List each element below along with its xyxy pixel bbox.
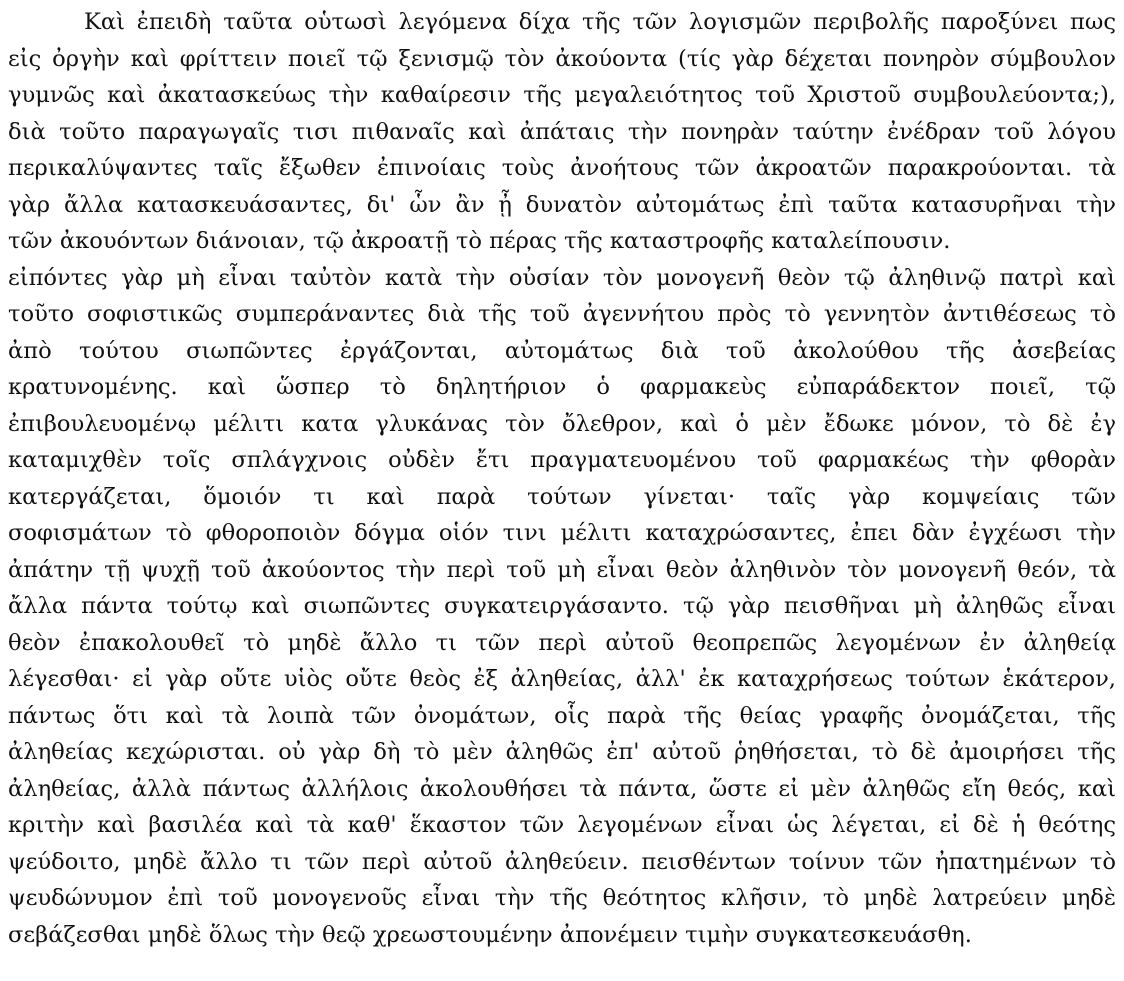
text-line-8: εἰπόντες γὰρ μὴ εἶναι ταὐτὸν κατὰ τὴν οὐσίαν τὸν μονογενῆ θεὸν τῷ ἀληθινῷ πατρὶ καὶ xyxy=(8,264,1116,291)
text-line-5: περικαλύψαντες ταῖς ἔξωθεν ἐπινοίαις τοὺς ἀνοήτους τῶν ἀκροατῶν παρακρούονται. τὰ xyxy=(8,155,1116,181)
text-line-2: εἰς ὀργὴν καὶ φρίττειν ποιεῖ τῷ ξενισμῷ τὸν ἀκούοντα (τίς γὰρ δέχεται πονηρὸν σύμβουλον xyxy=(8,45,1116,72)
text-line-17: ἄλλα πάντα τούτῳ καὶ σιωπῶντες συγκατειργάσαντο. τῷ γὰρ πεισθῆναι μὴ ἀληθῶς εἶναι xyxy=(8,593,1116,619)
text-line-16: ἀπάτην τῇ ψυχῇ τοῦ ἀκούοντος τὴν περὶ τοῦ μὴ εἶναι θεὸν ἀληθινὸν τὸν μονογενῆ θεόν, τὰ xyxy=(8,556,1116,583)
text-line-6: γὰρ ἄλλα κατασκευάσαντες, δι' ὧν ἂν ᾖ δυνατὸν αὐτομάτως ἐπὶ ταῦτα κατασυρῆναι τὴν xyxy=(8,191,1116,218)
greek-text-paragraph xyxy=(8,4,1116,953)
text-line-13: καταμιχθὲν τοῖς σπλάγχνοις οὐδὲν ἔτι πραγματευομένου τοῦ φαρμακέως τὴν φθορὰν xyxy=(8,447,1116,473)
text-line-10: ἀπὸ τούτου σιωπῶντες ἐργάζονται, αὐτομάτως διὰ τοῦ ἀκολούθου τῆς ἀσεβείας xyxy=(8,337,1116,364)
text-line-7: τῶν ἀκουόντων διάνοιαν, τῷ ἀκροατῇ τὸ πέρας τῆς καταστροφῆς καταλείπουσιν. xyxy=(8,228,951,254)
text-line-15: σοφισμάτων τὸ φθοροποιὸν δόγμα οἱόν τινι μέλιτι καταχρώσαντες, ἐπει δὰν ἐγχέωσι τὴν xyxy=(8,520,1116,546)
text-line-12: ἐπιβουλευομένῳ μέλιτι κατα γλυκάνας τὸν ὄλεθρον, καὶ ὁ μὲν ἔδωκε μόνον, τὸ δὲ ἐγ xyxy=(8,410,1116,437)
text-line-18: θεὸν ἐπακολουθεῖ τὸ μηδὲ ἄλλο τι τῶν περὶ αὐτοῦ θεοπρεπῶς λεγομένων ἐν ἀληθείᾳ xyxy=(8,629,1116,656)
text-line-22: ἀληθείας, ἀλλὰ πάντως ἀλλήλοις ἀκολουθήσει τὰ πάντα, ὥστε εἰ μὲν ἀληθῶς εἴη θεός, καὶ xyxy=(8,775,1116,802)
text-line-14: κατεργάζεται, ὅμοιόν τι καὶ παρὰ τούτων γίνεται· ταῖς γὰρ κομψείαις τῶν xyxy=(8,483,1116,510)
text-line-3: γυμνῶς καὶ ἀκατασκεύως τὴν καθαίρεσιν τῆς μεγαλειότητος τοῦ Χριστοῦ συμβουλεύοντα;), xyxy=(8,82,1116,108)
text-line-19: λέγεσθαι· εἰ γὰρ οὔτε υἱὸς οὔτε θεὸς ἐξ ἀληθείας, ἀλλ' ἐκ καταχρήσεως τούτων ἑκάτερον, xyxy=(8,666,1116,692)
text-line-26: σεβάζεσθαι μηδὲ ὅλως τὴν θεῷ χρεωστουμένην ἀπονέμειν τιμὴν συγκατεσκευάσθη. xyxy=(8,921,972,948)
text-line-24: ψεύδοιτο, μηδὲ ἄλλο τι τῶν περὶ αὐτοῦ ἀληθεύειν. πεισθέντων τοίνυν τῶν ἠπατημένων τὸ xyxy=(8,848,1116,875)
text-line-9: τοῦτο σοφιστικῶς συμπεράναντες διὰ τῆς τοῦ ἀγεννήτου πρὸς τὸ γεννητὸν ἀντιθέσεως τὸ xyxy=(8,301,1116,327)
text-line-21: ἀληθείας κεχώρισται. οὐ γὰρ δὴ τὸ μὲν ἀληθῶς ἐπ' αὐτοῦ ῥηθήσεται, τὸ δὲ ἀμοιρήσει τῆς xyxy=(8,739,1116,765)
text-line-1: Καὶ ἐπειδὴ ταῦτα οὑτωσὶ λεγόμενα δίχα τῆς τῶν λογισμῶν περιβολῆς παροξύνει πως xyxy=(84,9,1116,35)
text-line-11: κρατυνομένης. καὶ ὥσπερ τὸ δηλητήριον ὁ φαρμακεὺς εὐπαράδεκτον ποιεῖ, τῷ xyxy=(8,374,1116,400)
text-line-4: διὰ τοῦτο παραγωγαῖς τισι πιθαναῖς καὶ ἀπάταις τὴν πονηρὰν ταύτην ἐνέδραν τοῦ λόγου xyxy=(8,118,1116,145)
text-line-20: πάντως ὅτι καὶ τὰ λοιπὰ τῶν ὀνομάτων, οἷς παρὰ τῆς θείας γραφῆς ὀνομάζεται, τῆς xyxy=(8,702,1116,729)
text-line-23: κριτὴν καὶ βασιλέα καὶ τὰ καθ' ἕκαστον τῶν λεγομένων εἶναι ὡς λέγεται, εἰ δὲ ἡ θεότης xyxy=(8,812,1116,838)
text-line-25: ψευδώνυμον ἐπὶ τοῦ μονογενοῦς εἶναι τὴν τῆς θεότητος κλῆσιν, τὸ μηδὲ λατρεύειν μηδὲ xyxy=(8,885,1116,911)
